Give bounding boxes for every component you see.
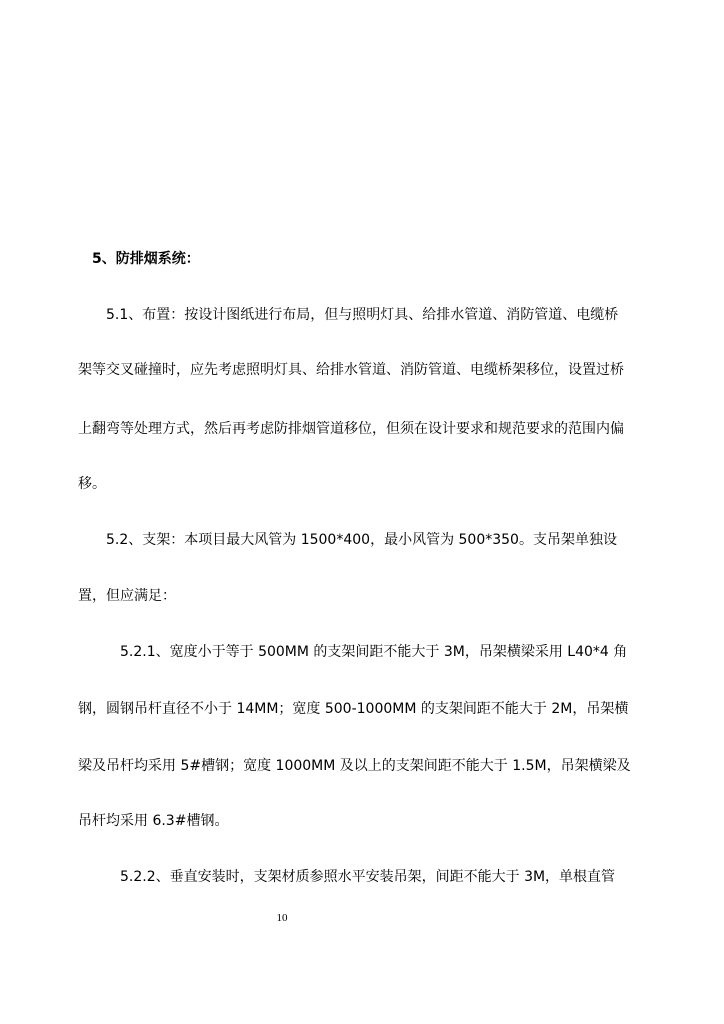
paragraph-5-2-line-2: 置，但应满足： [78,588,176,604]
paragraph-5-1-line-4: 移。 [78,476,106,492]
page-number: 10 [276,912,288,924]
paragraph-5-2-1-line-3: 梁及吊杆均采用 5#槽钢；宽度 1000MM 及以上的支架间距不能大于 1.5M，吊架横梁及 [78,758,631,774]
paragraph-5-2-line-1: 5.2、支架：本项目最大风管为 1500*400，最小风管为 500*350。支吊架单独设 [106,532,617,548]
paragraph-5-1-line-3: 上翻弯等处理方式，然后再考虑防排烟管道移位，但须在设计要求和规范要求的范围内偏 [78,421,624,437]
paragraph-5-1-line-2: 架等交叉碰撞时，应先考虑照明灯具、给排水管道、消防管道、电缆桥架移位，设置过桥 [78,362,624,378]
section-heading: 5、防排烟系统： [92,251,200,267]
paragraph-5-2-1-line-1: 5.2.1、宽度小于等于 500MM 的支架间距不能大于 3M，吊架横梁采用 L40*4 角 [120,644,628,660]
paragraph-5-2-1-line-2: 钢，圆钢吊杆直径不小于 14MM；宽度 500-1000MM 的支架间距不能大于 2M，吊架横 [78,701,629,717]
paragraph-5-2-1-line-4: 吊杆均采用 6.3#槽钢。 [78,813,229,829]
paragraph-5-1-line-1: 5.1、布置：按设计图纸进行布局，但与照明灯具、给排水管道、消防管道、电缆桥 [106,307,619,323]
paragraph-5-2-2-line-1: 5.2.2、垂直安装时，支架材质参照水平安装吊架，间距不能大于 3M，单根直管 [120,869,616,885]
